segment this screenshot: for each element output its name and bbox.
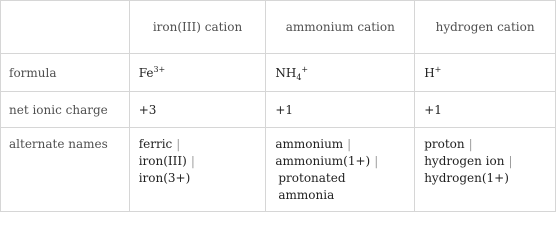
formula-ammonium <box>266 54 415 92</box>
formula-row <box>1 54 556 92</box>
formula-ammonium-base: NH <box>275 65 297 80</box>
charge-row <box>1 92 556 128</box>
row-label-alternate-names: alternate names <box>1 128 130 212</box>
column-header-ammonium-cation <box>266 1 415 54</box>
header-row <box>1 1 556 54</box>
name-separator: | <box>374 154 379 168</box>
corner-cell <box>1 1 130 54</box>
formula-iron <box>129 54 266 92</box>
formula-iron-charge: 3+ <box>153 64 166 74</box>
name-separator: | <box>347 137 352 151</box>
formula-ammonium-charge: + <box>301 64 309 74</box>
name-separator: | <box>508 154 513 168</box>
row-label-formula: formula <box>1 54 130 92</box>
names-ammonium <box>266 128 415 212</box>
name-item: ammonium <box>275 137 344 151</box>
name-separator: | <box>176 137 181 151</box>
formula-ammonium-subscript: 4 <box>296 72 302 82</box>
formula-iron-base: Fe <box>138 65 154 80</box>
formula-hydrogen-charge: + <box>434 64 442 74</box>
formula-hydrogen <box>415 54 556 92</box>
column-header-ammonium-cation-text: ammonium cation <box>285 19 395 34</box>
name-separator: | <box>190 154 195 168</box>
name-item: hydrogen(1+) <box>424 171 509 185</box>
names-hydrogen <box>415 128 556 212</box>
name-item: iron(III) <box>138 154 187 168</box>
column-header-hydrogen-cation: hydrogen cation <box>415 1 556 54</box>
formula-hydrogen-base: H <box>424 65 435 80</box>
name-item: ferric <box>138 137 173 151</box>
column-header-iron-iii-cation: iron(III) cation <box>129 1 266 54</box>
name-item: hydrogen ion <box>424 154 505 168</box>
names-iron <box>129 128 266 212</box>
name-item: iron(3+) <box>138 171 191 185</box>
charge-hydrogen: +1 <box>415 92 556 128</box>
name-item: proton <box>424 137 465 151</box>
charge-ammonium: +1 <box>266 92 415 128</box>
name-separator: | <box>468 137 473 151</box>
alternate-names-row <box>1 128 556 212</box>
charge-iron: +3 <box>129 92 266 128</box>
name-item: ammonium(1+) <box>275 154 371 168</box>
name-item: protonated ammonia <box>278 171 346 202</box>
row-label-net-ionic-charge: net ionic charge <box>1 92 130 128</box>
